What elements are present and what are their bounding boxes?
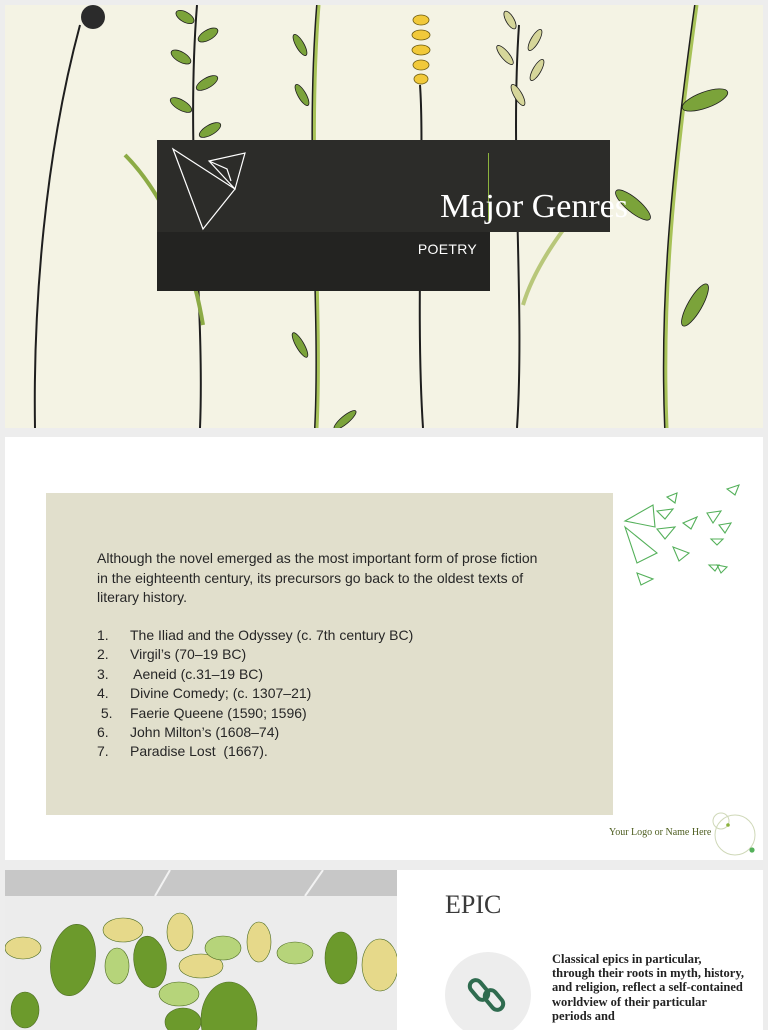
geometric-bird-logo [169, 145, 249, 235]
works-list [97, 626, 413, 762]
list-item: 5. Faerie Queene (1590; 1596) [97, 704, 307, 721]
intro-paragraph: Although the novel emerged as the most important form of prose fiction in the eighteenth century, its precursors go back to the oldest texts of literary history. [97, 550, 538, 605]
epic-heading: EPIC [445, 890, 502, 919]
icon-circle [445, 952, 531, 1030]
slide-content[interactable] [5, 437, 763, 860]
triangle-decoration [617, 481, 757, 621]
slide-subtitle-text: POETRY [417, 241, 477, 257]
slide-title[interactable] [5, 5, 763, 428]
list-item: 7. Paradise Lost (1667). [97, 743, 268, 760]
logo-circle-icon [711, 811, 761, 860]
list-item: 6. John Milton’s (1608–74) [97, 723, 280, 740]
list-item: 2. Virgil’s (70–19 BC) [97, 646, 247, 663]
chain-link-icon [445, 952, 531, 1030]
epic-description: Classical epics in particular, through their roots in myth, history, and religion, reflect a self-contained worldview of their particular periods and [552, 952, 745, 1023]
logo-placeholder-text: Your Logo or Name Here [609, 827, 712, 838]
leaf-pattern-image [5, 870, 397, 1030]
list-item: 1. The Iliad and the Odyssey (c. 7th century BC) [97, 627, 414, 643]
slide-title-text: Major Genres [440, 188, 628, 225]
list-item: 3. Aeneid (c.31–19 BC) [97, 665, 264, 682]
slide-epic[interactable] [5, 870, 763, 1030]
list-item: 4. Divine Comedy; (c. 1307–21) [97, 685, 312, 702]
